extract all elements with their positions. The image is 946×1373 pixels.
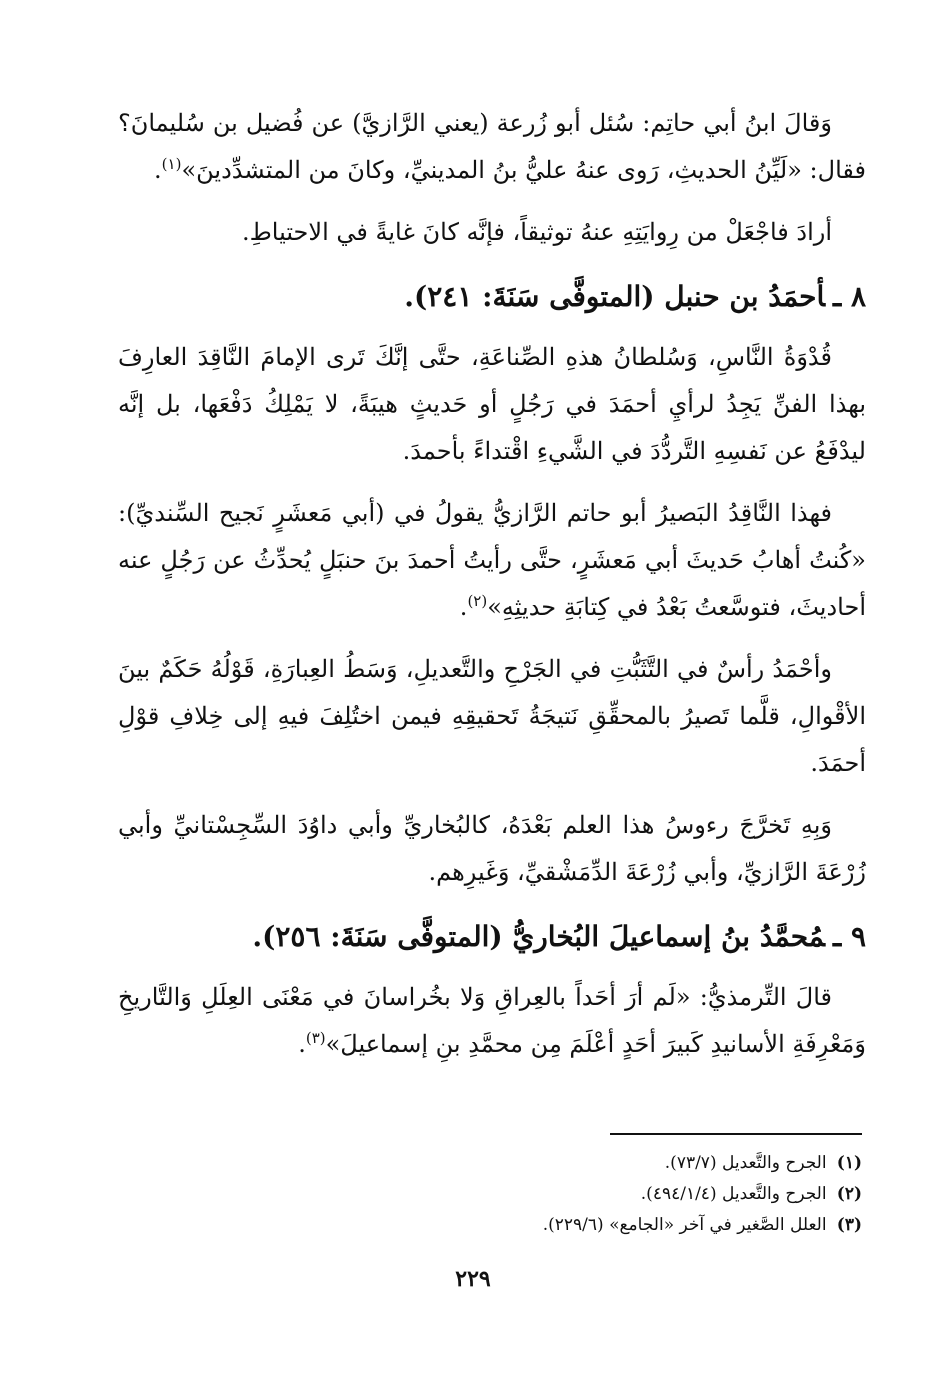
paragraph-abu-mashar <box>118 490 866 631</box>
paragraph-tirmidhi <box>118 974 866 1068</box>
paragraph-ahmad-students <box>118 802 866 896</box>
footnote-ref-3[interactable]: (٣) <box>305 1029 326 1047</box>
footnote-number: (٢) <box>836 1184 862 1204</box>
section-heading-8 <box>118 272 866 322</box>
footnote-3 <box>118 1210 862 1241</box>
paragraph-ahmad-intro <box>118 334 866 475</box>
paragraph-text: قالَ التِّرمذيُّ: «لَم أرَ أحَداً بالعِراقِ وَلا بخُراسانَ في مَعْنَى العِلَلِ وَالتَّاريخِ وَمَعْرِفَةِ الأسانيدِ كَبيرَ أحَدٍ أعْلَمَ مِن محمَّدِ بنِ إسماعيلَ» <box>118 983 866 1058</box>
page-number: ٢٢٩ <box>455 1266 491 1292</box>
paragraph-abu-hatim <box>118 100 866 194</box>
footnote-text: الجرح والتَّعديل (٤٩٤/١/٤). <box>640 1184 827 1204</box>
paragraph-end: . <box>298 1030 306 1058</box>
section-title: مُحمَّدُ بنُ إسماعيلَ البُخاريُّ (المتوفَّى سَنَةَ: ٢٥٦). <box>252 920 825 953</box>
paragraph-text: قُدْوَةُ النَّاسِ، وَسُلطانُ هذهِ الصِّناعَةِ، حتَّى إنَّكَ تَرى الإمامَ النَّاقِدَ العارِفَ بهذا الفنِّ يَجِدُ لرأيِ أحمَدَ في رَجُلٍ أو حَديثٍ هيبَةً، لا يَمْلِكُ دَفْعَها، بل إنَّه ليدْفَعُ عن نَفسِهِ التَّردُّدَ في الشَّيءِ اقْتداءً بأحمدَ. <box>118 343 866 465</box>
paragraph-end: . <box>459 593 468 621</box>
section-title: أحمَدُ بن حنبل (المتوفَّى سَنَةَ: ٢٤١). <box>404 280 825 313</box>
footnote-text: العلل الصَّغير في آخر «الجامع» (٢٢٩/٦). <box>542 1215 827 1235</box>
paragraph-end: . <box>154 156 162 184</box>
paragraph-text: وَقالَ ابنُ أبي حاتِم: سُئل أبو زُرعة (يعني الرَّازيَّ) عن فُضيل بن سُليمانَ؟ فقال: «لَيِّنُ الحديثِ، رَوى عنهُ عليُّ بنُ المدينيِّ، وكانَ من المتشدِّدينَ» <box>118 109 866 184</box>
footnote-number: (١) <box>836 1153 862 1173</box>
footnote-text: الجرح والتَّعديل (٧٣/٧). <box>664 1153 827 1173</box>
paragraph-text: فهذا النَّاقِدُ البَصيرُ أبو حاتم الرَّازيُّ يقولُ في (أبي مَعشَرٍ نَجيح السِّنديِّ): «كُنتُ أهابُ حَديثَ أبي مَعشَرٍ، حتَّى رأيتُ أحمدَ بنَ حنبَلٍ يُحدِّثُ عن رَجُلٍ عنه أحاديثَ، فتوسَّعتُ بَعْدُ في كِتابَةِ حديثِهِ» <box>118 499 866 621</box>
footnote-ref-2[interactable]: (٢) <box>467 592 488 610</box>
section-number: ٩ ـ <box>833 920 866 953</box>
paragraph-text: وَبِهِ تَخرَّجَ رءوسُ هذا العلم بَعْدَهُ، كالبُخاريِّ وأبي داوُدَ السِّجِسْتانيِّ وأبي زُرْعَةَ الرَّازيِّ، وأبي زُرْعَةَ الدِّمَشْقيِّ، وَغَيرِهم. <box>118 811 866 886</box>
footnote-2 <box>118 1179 862 1210</box>
footnote-ref-1[interactable]: (١) <box>161 155 182 173</box>
section-heading-9 <box>118 912 866 962</box>
paragraph-commentary <box>118 209 866 256</box>
page-body <box>118 100 866 1083</box>
section-number: ٨ ـ <box>833 280 866 313</box>
paragraph-text: أرادَ فاجْعَلْ من رِوايَتِهِ عنهُ توثيقاً، فإنَّه كانَ غايةً في الاحتياطِ. <box>241 218 832 246</box>
footnote-divider <box>610 1133 862 1135</box>
paragraph-ahmad-authority <box>118 646 866 787</box>
footnote-1 <box>118 1148 862 1179</box>
footnote-number: (٣) <box>836 1215 862 1235</box>
footnotes <box>118 1148 862 1241</box>
paragraph-text: وأحْمَدُ رأسٌ في التَّثَبُّتِ في الجَرْحِ والتَّعديلِ، وَسَطُ العِبارَةِ، قَوْلُهُ حَكَمٌ بينَ الأقْوالِ، قلَّما تَصيرُ بالمحقِّقِ نَتيجَةُ تَحقيقِهِ فيمن اختُلِفَ فيهِ إلى خِلافِ قوْلِ أحمَدَ. <box>118 655 867 777</box>
